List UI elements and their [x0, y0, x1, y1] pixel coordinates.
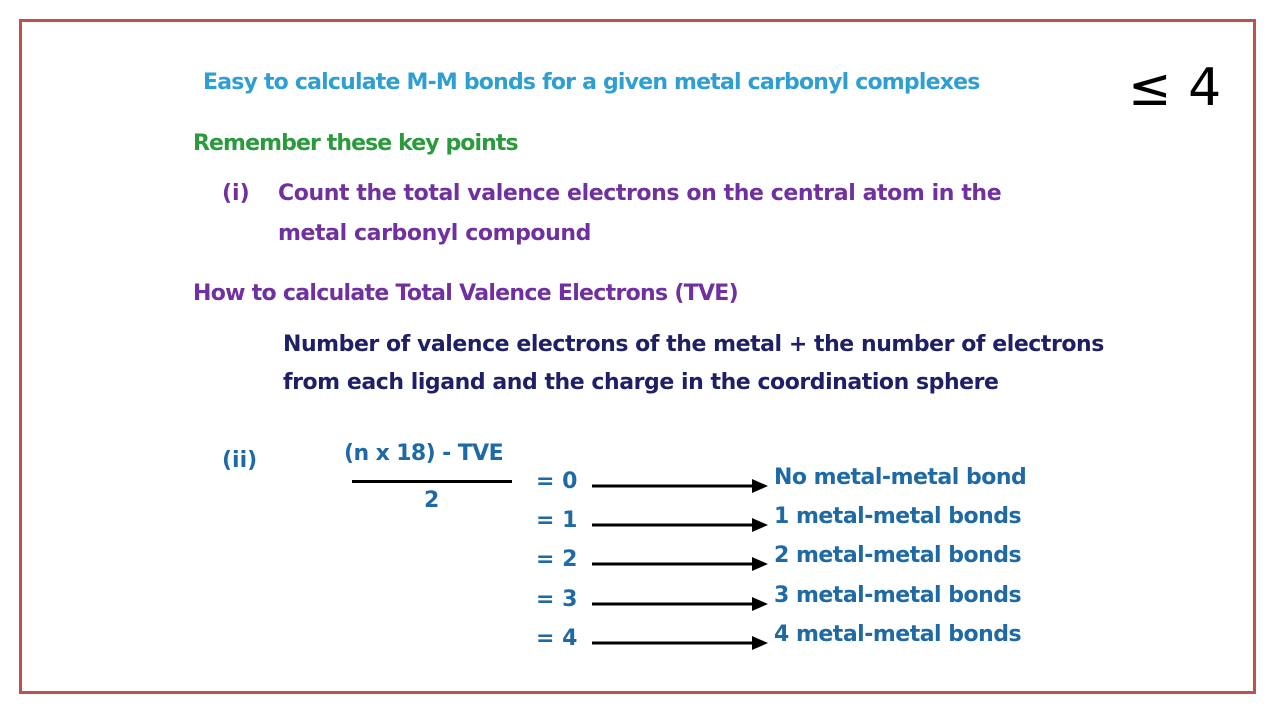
result-text: 1 metal-metal bonds — [774, 504, 1022, 529]
equals-value: = 0 — [536, 469, 578, 494]
equals-value: = 3 — [536, 587, 578, 612]
right-arrow-icon — [592, 597, 768, 611]
right-arrow-icon — [592, 518, 768, 532]
result-row — [536, 504, 1096, 538]
fraction-bar — [352, 480, 512, 483]
result-text: 2 metal-metal bonds — [774, 543, 1022, 568]
formula-denominator: 2 — [424, 488, 440, 513]
equals-value: = 2 — [536, 547, 578, 572]
result-row — [536, 465, 1096, 499]
point-ii-marker: (ii) — [222, 448, 258, 473]
formula-numerator: (n x 18) - TVE — [344, 441, 504, 466]
less-equal-four-label: ≤ 4 — [1128, 58, 1222, 118]
result-text: 4 metal-metal bonds — [774, 622, 1022, 647]
point-i-marker: (i) — [222, 181, 250, 206]
point-i-text-line-1: Count the total valence electrons on the central atom in the — [278, 181, 1002, 206]
slide-title: Easy to calculate M-M bonds for a given metal carbonyl complexes — [203, 70, 980, 95]
tve-definition-line-1: Number of valence electrons of the metal + the number of electrons — [283, 332, 1104, 357]
right-arrow-icon — [592, 557, 768, 571]
result-row — [536, 543, 1096, 577]
result-text: No metal-metal bond — [774, 465, 1027, 490]
right-arrow-icon — [592, 636, 768, 650]
equals-value: = 4 — [536, 626, 578, 651]
point-i-text-line-2: metal carbonyl compound — [278, 221, 592, 246]
remember-heading: Remember these key points — [193, 131, 518, 156]
equals-value: = 1 — [536, 508, 578, 533]
result-row — [536, 622, 1096, 656]
result-row — [536, 583, 1096, 617]
tve-definition-line-2: from each ligand and the charge in the coordination sphere — [283, 370, 999, 395]
result-text: 3 metal-metal bonds — [774, 583, 1022, 608]
tve-heading: How to calculate Total Valence Electrons (TVE) — [193, 281, 738, 306]
right-arrow-icon — [592, 479, 768, 493]
